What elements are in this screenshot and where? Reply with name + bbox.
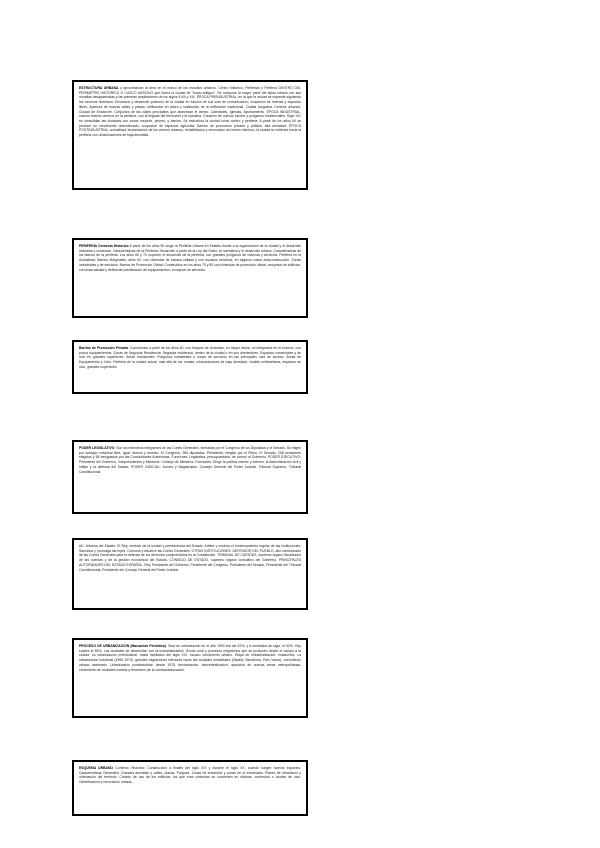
block-paragraph xyxy=(79,446,301,474)
block-paragraph xyxy=(79,544,301,572)
block-heading: ESQUEMA URBANO xyxy=(79,766,114,770)
text-block-proceso-urbanizacion xyxy=(72,638,308,718)
block-paragraph xyxy=(79,244,301,272)
block-heading: PROCESO DE URBANIZACIÓN (Marcación Periódica) xyxy=(79,644,166,648)
block-heading: Barrios de Promoción Privada xyxy=(79,346,129,350)
block-body: Contexto Histórico: Construcción a finales del siglo XIX y durante el siglo XX, cuando surgen nuevos espacios. Características Generales: Grandes avenidas y calles, plazas. Parques. Zonas de ensanche y zonas en el extrarradio. Planes de urbanismo y ordenación del territorio. Cambio de uso de los edificios: los que eran viviendas se convierten en oficinas, comercios o locales de ocio. Gentrificación y renovación urbana. xyxy=(79,766,301,785)
text-block-poder-legislativo xyxy=(72,440,308,514)
block-heading: ESTRUCTURA URBANA xyxy=(79,86,119,90)
block-body: A partir de los años 50 surge la Periferia Urbana en Estadio donde a la organización de la ciudad y el desarrollo industrial y comercial. Características de la Periferia: Desarrollo a partir de la Ley del Suelo, la normativa y el desarrollo urbano. Características de los barrios de la periferia. Los años 60 y 70 suponen el desarrollo de la periferia, con grandes polígonos de vivienda y servicios. Periferia en la Actualidad: Barrios Marginales, años 60, con viviendas de escasa calidad y con escasos servicios, en algunos casos autoconstrucción. Zonas industriales y de servicios. Barrios de Promoción Oficial: Construidos en los años 70 y 80 con viviendas de protección oficial, conjuntos de edificios, con mala calidad y deficiente planificación de equipamientos, a mejorar de servicios. xyxy=(79,244,301,272)
text-block-jefatura-estado xyxy=(72,538,308,610)
block-body: : Son los miembros integrantes de las Cortes Generales, formadas por el Congreso de los Diputados y el Senado. Se eligen por sufragio universal libre, igual, directo y secreto. El Congreso: 350 diputados. Presidente: elegido por el Pleno. El Senado: 208 senadores elegidos y 58 designados por las Comunidades Autónomas. Funciones: Legislativa, presupuestaria, de control al Gobierno. PODER EJECUTIVO: Presidente del Gobierno, Vicepresidentes y Ministros. Consejo de Ministros. Funciones: Dirigir la política interior y exterior, la Administración civil y militar y la defensa del Estado. PODER JUDICIAL: Jueces y Magistrados. Consejo General del Poder Judicial. Tribunal Supremo. Tribunal Constitucional. xyxy=(79,446,301,474)
text-block-barrios-promocion-privada xyxy=(72,340,308,394)
block-heading: PODER LEGISLATIVO xyxy=(79,446,115,450)
block-body: : Tasa de urbanización en el año 1900 era del 32%, y a mediados de siglo, el 52%. Hoy supera el 80%. Las ciudades se desarrollan con la industrialización. Éxodo rural y procesos migratorios que se producen desde el campo a la ciudad. La urbanización preindustrial: hasta mediados del siglo XIX, escaso crecimiento urbano. Etapa de industrialización: ensanches. La urbanización industrial (1950-1975): grandes migraciones interiores hacia las ciudades industriales (Madrid, Barcelona, País Vasco), crecimiento urbano acelerado. Urbanización postindustrial: desde 1975, terciarización, descentralización, aparición de nuevas áreas metropolitanas, crecimiento de ciudades medias y fenómeno de la contraurbanización. xyxy=(79,644,301,672)
block-paragraph xyxy=(79,346,301,370)
block-paragraph xyxy=(79,644,301,672)
block-body: : Construidos a partir de los años 60, con bloques de viviendas, en mayor altura, no integrados en el entorno, con pocos equipamientos. Zonas de Segunda Residencia: Segunda residencia, dentro de la ciudad o en sus alrededores. Espacios comerciales y de ocio en grandes superficies. Áreas Industriales: Polígonos industriales y zonas de servicios en las principales vías de acceso. Áreas de Equipamiento y Ocio. Periferia de la ciudad actual, más allá de las rondas; urbanizaciones de baja densidad, chalets unifamiliares, espacios de ocio, grandes superficies. xyxy=(79,346,302,369)
block-paragraph xyxy=(79,86,301,138)
block-paragraph xyxy=(79,766,301,785)
block-body: Art. Jefatura del Estado: El Rey, símbolo de la unidad y permanencia del Estado. Arbitra y modera el funcionamiento regular de las instituciones. Sanciona y promulga las leyes. Convoca y disuelve las Cortes Generales. OTRAS INSTITUCIONES: DEFENSOR DEL PUEBLO, alto comisionado de las Cortes Generales para la defensa de los derechos comprendidos en la Constitución. TRIBUNAL DE CUENTAS, supremo órgano fiscalizador de las cuentas y de la gestión económica del Estado. CONSEJO DE ESTADO, supremo órgano consultivo del Gobierno. PRINCIPALES AUTORIDADES DEL ESTADO ESPAÑOL: Rey, Presidente del Gobierno, Presidente del Congreso, Presidente del Senado, Presidente del Tribunal Constitucional, Presidente del Consejo General del Poder Judicial. xyxy=(79,544,301,572)
text-block-esquema-urbano xyxy=(72,760,308,816)
block-heading: PERIFERIA Contexto Histórico xyxy=(79,244,129,248)
text-block-periferia xyxy=(72,238,308,318)
text-block-estructura-urbana xyxy=(72,80,308,190)
block-body: y aproximación al área en el marco de los estudios urbanos. Centro histórico, Periferias y Periferia DENTRO DEL PERIMETRO HISTORICO O CASCO ANTIGUO que forma la ciudad de "fondo antiguo". Se compone la mayor parte del tejido urbano con sus murallas desaparecidas y las primeras ampliaciones de los siglos XVIII y XIX. ÉPOCA PREINDUSTRIAL, en la que la ciudad se expande siguiendo los caminos históricos. Ensanche y desarrollo posterior de la ciudad en función de sus vías de comunicación; ocupación de huertas y espacios libres. Apertura de nuevas calles y plazas, edificación en altura y sustitución de la edificación tradicional. Ciudad burguesa. Centros urbanos. Ciudad de Ensanche. Conjuntos de las calles principales que atraviesan el centro. Catedrales, Iglesias, Ayuntamiento. ÉPOCA INDUSTRIAL, nuevos barrios obreros en la periferia, con la llegada del ferrocarril y la industria. Creación de nuevos barrios y polígonos residenciales. Siglo XX: se consolidan las ciudades con zonas mejores, peores, y barrios. Se estructura la ciudad como centro y periferia. A partir de los años 60 se produce un crecimiento desordenado; ocupación de espacios agrícolas. Barrios de promoción privada y pública, alta densidad. ÉPOCA POSTINDUSTRIAL: actualidad, terciarización de los centros urbanos, rehabilitación y renovación del centro histórico, la ciudad se extiende hacia la periferia con urbanizaciones de baja densidad. xyxy=(79,86,302,138)
